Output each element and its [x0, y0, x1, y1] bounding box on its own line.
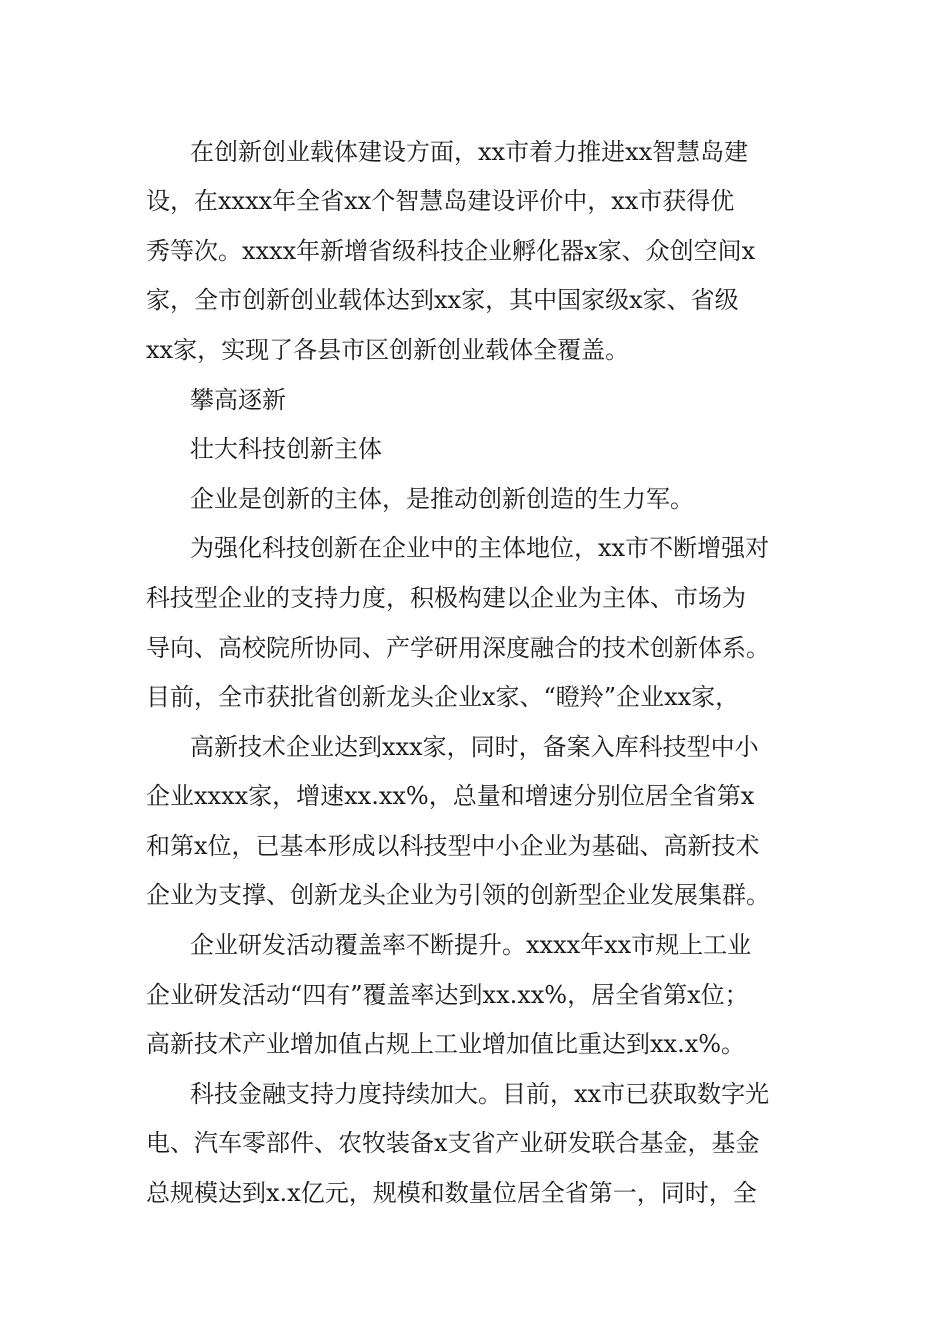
paragraph-line: 总规模达到x.x亿元，规模和数量位居全省第一，同时，全 — [146, 1179, 757, 1207]
paragraph-line: 高新技术企业达到xxx家，同时，备案入库科技型中小 — [190, 733, 759, 761]
paragraph-line: 科技型企业的支持力度，积极构建以企业为主体、市场为 — [146, 584, 746, 612]
paragraph-line: xx家，实现了各县市区创新创业载体全覆盖。 — [146, 336, 630, 364]
paragraph-line: 目前，全市获批省创新龙头企业x家、“瞪羚”企业xx家， — [146, 683, 740, 711]
paragraph-line: 企业研发活动覆盖率不断提升。xxxx年xx市规上工业 — [190, 931, 752, 959]
paragraph-line: 导向、高校院所协同、产学研用深度融合的技术创新体系。 — [146, 634, 770, 662]
paragraph-line: 科技金融支持力度持续加大。目前，xx市已获取数字光 — [190, 1080, 770, 1108]
paragraph-line: 企业为支撑、创新龙头企业为引领的创新型企业发展集群。 — [146, 881, 770, 909]
paragraph-line: 企业是创新的主体，是推动创新创造的生力军。 — [190, 485, 694, 513]
paragraph-line: 高新技术产业增加值占规上工业增加值比重达到xx.x%。 — [146, 1030, 746, 1058]
paragraph-line: 为强化科技创新在企业中的主体地位，xx市不断增强对 — [190, 534, 770, 562]
paragraph-line: 电、汽车零部件、农牧装备x支省产业研发联合基金，基金 — [146, 1129, 760, 1157]
paragraph-line: 和第x位，已基本形成以科技型中小企业为基础、高新技术 — [146, 832, 760, 860]
section-heading: 攀高逐新 — [190, 386, 286, 414]
paragraph-line: 家，全市创新创业载体达到xx家，其中国家级x家、省级 — [146, 286, 739, 314]
paragraph-line: 在创新创业载体建设方面，xx市着力推进xx智慧岛建 — [190, 138, 749, 166]
paragraph-line: 设，在xxxx年全省xx个智慧岛建设评价中，xx市获得优 — [146, 187, 735, 215]
paragraph-line: 企业xxxx家，增速xx.xx%，总量和增速分别位居全省第x — [146, 782, 755, 810]
paragraph-line: 秀等次。xxxx年新增省级科技企业孵化器x家、众创空间x — [146, 237, 756, 265]
paragraph-line: 企业研发活动“四有”覆盖率达到xx.xx%，居全省第x位； — [146, 981, 749, 1009]
section-subheading: 壮大科技创新主体 — [190, 435, 382, 463]
